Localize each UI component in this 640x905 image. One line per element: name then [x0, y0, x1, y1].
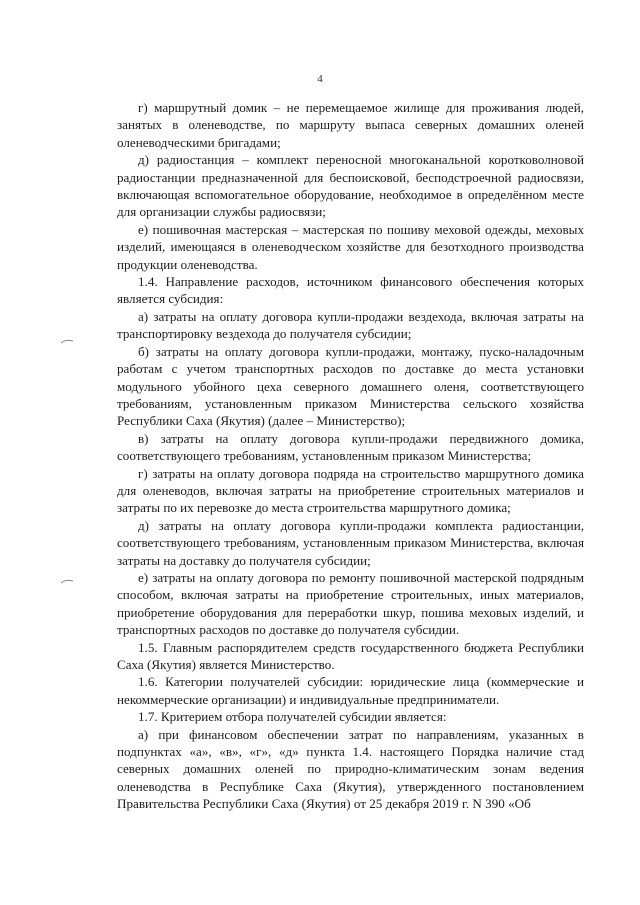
- paragraph: 1.7. Критерием отбора получателей субсидии является:: [138, 709, 447, 725]
- page-number: 4: [317, 73, 323, 85]
- paragraph: г) затраты на оплату договора подряда на строительство маршрутного домика для оленеводов, включая затраты на приобретение строительных материалов и затраты по их перевозке до места строительства маршрутного домика;: [117, 465, 584, 516]
- paragraph: а) при финансовом обеспечении затрат по направлениям, указанных в подпунктах «а», «в», «г», «д» пункта 1.4. настоящего Порядка наличие стад северных домашних оленей по природно-климатическим зонам ведения оленеводства в Республике Саха (Якутия), утвержденного постановлением Правительства Республики Саха (Якутия) от 25 декабря 2019 г. N 390 «Об: [117, 726, 584, 812]
- paragraph: б) затраты на оплату договора купли-продажи, монтажу, пуско-наладочным работам с учетом транспортных расходов по доставке до места установки модульного убойного цеха северного домашнего оленя, соответствующего требованиям, установленным приказом Министерства сельского хозяйства Республики Саха (Якутия) (далее – Министерство);: [117, 343, 584, 429]
- paragraph: г) маршрутный домик – не перемещаемое жилище для проживания людей, занятых в оленеводстве, по маршруту выпаса северных домашних оленей оленеводческими бригадами;: [117, 100, 584, 150]
- paragraph: 1.5. Главным распорядителем средств государственного бюджета Республики Саха (Якутия) является Министерство.: [117, 639, 584, 672]
- paragraph: д) радиостанция – комплект переносной многоканальной коротковолновой радиостанции предназначенной для беспоисковой, бесподстроечной радиосвязи, включающая вспомогательное оборудование, необходимое в определённом месте для организации службы радиосвязи;: [117, 152, 584, 220]
- paragraph: 1.6. Категории получателей субсидии: юридические лица (коммерческие и некоммерческие организации) и индивидуальные предприниматели.: [117, 674, 584, 707]
- paragraph: е) затраты на оплату договора по ремонту пошивочной мастерской подрядным способом, включая затраты на приобретение строительных, иных материалов, приобретение оборудования для переработки шкур, пошива меховых изделий, и транспортных расходов по доставке до получателя субсидии.: [117, 569, 584, 638]
- document-body: [117, 99, 584, 813]
- paragraph: е) пошивочная мастерская – мастерская по пошиву меховой одежды, меховых изделий, имеющаяся в оленеводческом хозяйстве для безотходного производства продукции оленеводства.: [117, 221, 584, 272]
- margin-mark-icon: [60, 338, 74, 344]
- paragraph: 1.4. Направление расходов, источником финансового обеспечения которых является субсидия:: [117, 274, 584, 307]
- paragraph: в) затраты на оплату договора купли-продажи передвижного домика, соответствующего требованиям, установленным приказом Министерства;: [117, 430, 584, 464]
- paragraph: д) затраты на оплату договора купли-продажи комплекта радиостанции, соответствующего требованиям, установленным приказом Министерства, включая затраты на доставку до получателя субсидии;: [117, 517, 584, 568]
- paragraph: а) затраты на оплату договора купли-продажи вездехода, включая затраты на транспортировку вездехода до получателя субсидии;: [117, 308, 584, 342]
- margin-mark-icon: [60, 578, 74, 584]
